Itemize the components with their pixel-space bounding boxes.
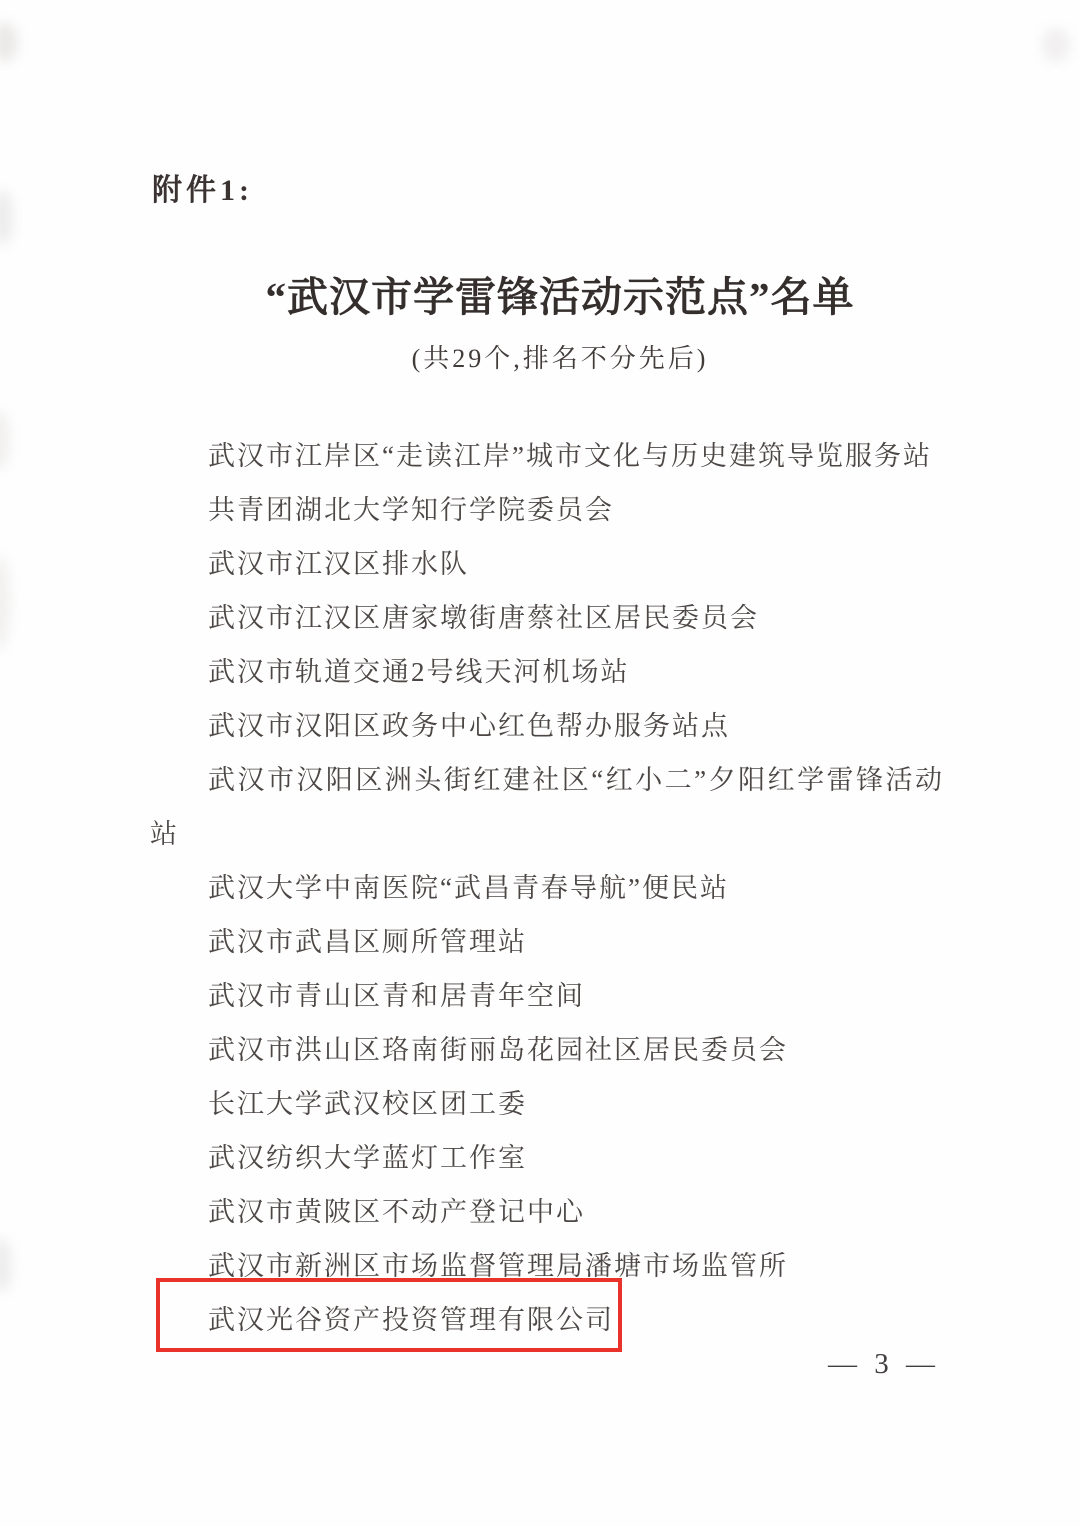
scan-artifact: [0, 1238, 12, 1293]
scan-artifact: [0, 190, 14, 245]
attachment-label: 附件1:: [152, 174, 253, 207]
list-item: 武汉市洪山区珞南街丽岛花园社区居民委员会: [208, 1035, 788, 1065]
document-subtitle: (共29个,排名不分先后): [411, 344, 709, 373]
list-item: 武汉市青山区青和居青年空间: [208, 981, 585, 1011]
document-title: “武汉市学雷锋活动示范点”名单: [265, 274, 855, 320]
list-item: 武汉市江汉区排水队: [208, 549, 469, 579]
scan-artifact: [1042, 28, 1070, 62]
organization-list: [150, 429, 970, 1347]
list-item: 武汉市江汉区唐家墩街唐蔡社区居民委员会: [208, 603, 759, 633]
page-number: — 3 —: [828, 1348, 940, 1380]
scan-artifact: [0, 555, 10, 650]
list-item: 武汉纺织大学蓝灯工作室: [208, 1143, 527, 1173]
list-item: 长江大学武汉校区团工委: [208, 1089, 527, 1119]
list-item: 武汉大学中南医院“武昌青春导航”便民站: [208, 873, 729, 903]
list-item: 武汉市黄陂区不动产登记中心: [208, 1197, 585, 1227]
list-item: 武汉市新洲区市场监督管理局潘塘市场监管所: [208, 1251, 788, 1281]
list-item: 武汉市汉阳区政务中心红色帮办服务站点: [208, 711, 730, 741]
list-item: 武汉市轨道交通2号线天河机场站: [208, 657, 630, 687]
list-item-highlighted: 武汉光谷资产投资管理有限公司: [208, 1305, 614, 1335]
list-item: 武汉市汉阳区洲头街红建社区“红小二”夕阳红学雷锋活动站: [150, 765, 944, 849]
list-item: 共青团湖北大学知行学院委员会: [208, 495, 614, 525]
list-item: 武汉市江岸区“走读江岸”城市文化与历史建筑导览服务站: [208, 441, 932, 471]
scan-artifact: [0, 22, 18, 62]
list-item: 武汉市武昌区厕所管理站: [208, 927, 527, 957]
scan-artifact: [0, 410, 10, 470]
